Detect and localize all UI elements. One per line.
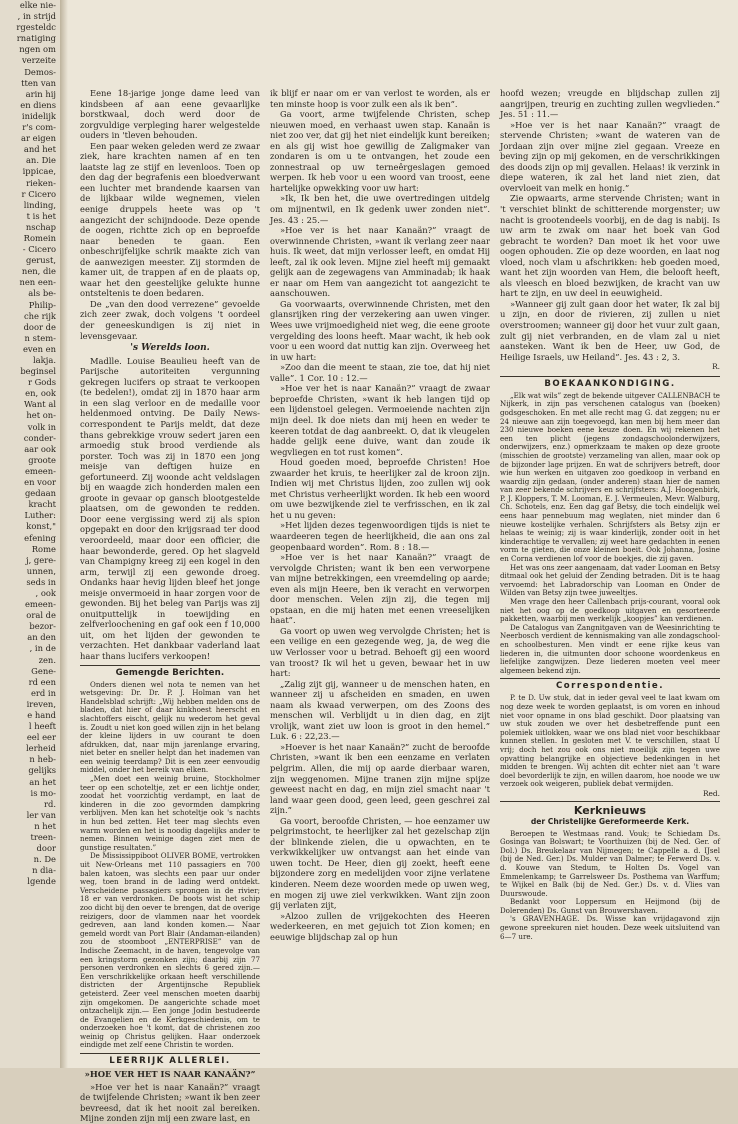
news-item: De Mississippiboot OLIVER BOME, vertrokken uit New-Orleans met 110 passagiers en 700 balen katoen, was slechts een paar uur onder weg, toen brand in de lading werd ontdekt. Verscheidene passagiers sprongen in de rivier; 18 er van verdronken. De boots wist het schip zoo dicht bij den oever te brengen, dat de overige reizigers, door de vlammen naar het voordek gedreven, aan land konden komen.— Naar gemeld wordt van Port Blair (Andaman-eilanden) zou de stoomboot „ENTERPRISE” van de Indische Zeemacht, in de haven, tengevolge van een kringstorm gezonken zijn; daarbij zijn 77 personen verdronken en slechts 6 gered zijn.— Een verschrikkelijke orkaan heeft verschillende districten der Argentijnsche Republiek geteisterd. Zeer veel menschen moeten daarbij zijn omgekomen. De aangerichte schade moet ontzachelijk zijn.— Een jonge Jodin bestudeerde de Evangelien en de Kerkgeschiedenis, om te onderzoeken hoe 't komt, dat de christenen zoo weinig op Christus gelijken. Haar onderzoek eindigde met zelf eene Christin te worden. [80,851,260,1050]
fragment-line: rd een [28,676,56,687]
column-1 [80,88,260,1124]
correspondence [500,694,720,789]
fragment-line: gelijks [28,765,56,776]
scripture-quote: »Alzoo zullen de vrijgekochten des Heeren wederkeeren, en met gejuich tot Zion komen; en eeuwige blijdschap zal op hun [270,910,490,942]
article-paragraph: Een paar weken geleden werd ze zwaar ziek, hare krachten namen af en ten laatste lag ze stijf en levenloos. Toen op den dag der begrafenis een bloedverwant een luchter met brandende kaarsen van de lijkbaar wilde wegnemen, vielen eenige druppels heete was op 't aangezicht der schijndoode. Deze opende de oogen, richtte zich op en beproefde naar beneden te gaan. Een onbeschrijfelijke schrik maakte zich van de aanwezigen meester. Zij stormden de kamer uit, de trappen af en de plaats op, waar het den geestelijke gelukte hunne ontsteltenis te doen bedaren. [80,140,260,299]
fragment-line: en voor [24,477,56,488]
fragment-line: Romein [23,232,56,243]
announcement-paragraph: De Catalogus van Zangnitgaven van de Weesinrichting te Neerbosch verdient de kennismaking van alle zondagschool- en schoolbesturen. Men vindt er eene rijke keus van liederen in, die uitmunten door schoone woordenkeus en liefelijke zangwijzen. Deze liederen moeten veel meer algemeen bekend zijn. [500,622,720,675]
author-signature: R. [712,362,720,372]
article-paragraph: Ga voort op uwen weg vervolgde Christen; het is een veilige en een gezegende weg, ja, de weg die uw Verlosser voor u betrad. Behoeft gij een woord van troost? Ik wil het u geven, bewaar het in uw hart: [270,625,490,679]
book-announcements [500,392,720,676]
fragment-line: groote [28,454,56,465]
article-paragraph: »Hoe ver het is naar Kanaän?” vraagt de twijfelende Christen; »want ik ben zeer bevreesd, dat ik het nooit zal bereiken. Mijne zonden zijn mij een zware last, en [80,1081,260,1124]
fragment-line: an. Die [25,155,56,166]
fragment-line: ireven, [26,698,56,709]
fragment-line: n dia- [32,865,56,876]
fragment-line: e hand [27,710,56,720]
article-paragraph: ik blijf er naar om er van verlost te worden, als er ten minste hoop is voor zulk een als ik ben”. [270,88,490,109]
news-item: Onders dienen wel nota te nemen van het wetsgeving: Dr. Dr. P. J. Holman van het Handelsblad schrijft: „Wij hebben melden ons de bladen, dat hier of daar kinkhoest heerscht en slachtoffers eischt, gelijk nu wederom het geval is. Zoudt u niet kon goed willen zijn in het belang der kleine lijders in uw courant te doen afdrukken, dat, naar mijn jarenlange ervaring, niet beter en sneller helpt dan het inademen van een weinig teerdamp? Dit is een zeer eenvoudig middel, onder het bereik van elken. [80,679,260,775]
fragment-line: verzeite [21,55,56,66]
fragment-line: kracht [28,499,56,510]
fragment-line: nen een- [19,277,56,288]
article-paragraph: »Hoever is het naar Kanaän?” zucht de beroofde Christen, »want ik ben een eenzame en verlaten pelgrim. Allen, die mij op aarde dierbaar waren, zijn weggenomen. Mijne tranen zijn mijne spijze geweest nacht en dag, en mijn ziel smacht naar 't land waar geen dood, geen leed, geen geschrei zal zijn.” [270,741,490,816]
fragment-line: Luther: [24,510,56,521]
article-paragraph: Ga voort, beroofde Christen, — hoe eenzamer uw pelgrimstocht, te heerlijker zal het gezelschap zijn der blinkende zielen, die u opwachten, en te verkwikkelijker uw ontvangst aan het einde van uwen tocht. De Heer, dien gij zoekt, heeft eene bijzondere zorg en medelijden voor zijne verlatene kinderen. Neem deze woorden mede op uwen weg, en mogen zij uwe ziel verkwikken. Want zijn zoon gij verlaten zijt, [270,815,490,911]
editor-signature: Red. [702,788,720,798]
fragment-line: zen. [38,654,56,665]
announcement-paragraph: Het was ons zeer aangenaam, dat vader Looman en Betsy ditmaal ook het geluid der Zending betraden. Dit is te haag vervoemd: het Labradorschip van Looman en Onder de Wilden van Betsy zijn twee juweeltjes. [500,562,720,598]
fragment-line: ler van [26,809,56,820]
fragment-line: lakja. [33,355,56,365]
fragment-line: eel eer [26,732,56,743]
fragment-line: rieken- [26,177,56,188]
scripture-quote: „Zalig zijt gij, wanneer u de menschen haten, en wanneer zij u afscheiden en smaden, en uwen naam als kwaad verwerpen, om des Zoons des menschen wil. Verblijdt u in dien dag, en zijt vrolijk, want ziet uw loon is groot in den hemel.” Luk. 6 : 22,23.— [270,678,490,742]
section-heading-boekaankondiging: BOEKAANKONDIGING. [500,376,720,390]
section-heading-kerknieuws: Kerknieuws [573,804,647,818]
section-heading-leerrijk-allerlei: LEERRIJK ALLERLEI. [80,1053,260,1067]
section-heading-gemengde-berichten: Gemengde Berichten. [80,665,260,679]
fragment-line: Demos- [24,66,56,77]
fragment-line: beginsel [20,366,56,377]
scripture-quote: »Ik, Ik ben het, die uwe overtredingen uitdelg om mijnentwil, en Ik gedenk uwer zonden niet”. Jes. 43 : 25.— [270,193,490,225]
section-subheading: der Christelijke Gereformeerde Kerk. [530,816,690,826]
scripture-quote: »Het lijden dezes tegenwoordigen tijds is niet te waardeeren tegen de heerlijkheid, die aan ons zal geopenbaard worden”. Rom. 8 : 18.— [270,520,490,552]
fragment-line: Want al [24,399,56,410]
fragment-line: gedaan [24,488,56,499]
article-paragraph: De „van den dood verrezene” gevoelde zich zeer zwak, doch volgens 't oordeel der geneeskundigen is zij niet in levensgevaar. [80,298,260,341]
fragment-line: lerheid [25,743,56,754]
church-news [500,830,720,942]
fragment-line: che rijk [23,310,56,321]
scripture-quote: »Zoo dan die meent te staan, zie toe, dat hij niet valle”. 1 Cor. 10 : 12.— [270,362,490,383]
article-paragraph: Madlle. Louise Beaulieu heeft van de Parijsche autoriteiten vergunning gekregen lucifers op straat te verkoopen (te bedelen!), omdat zij in 1870 haar arm in een slag verloor en de medaille voor heldenmoed ontving. De Daily News-correspondent te Parijs meldt, dat deze thans gebrekkige vrouw sedert jaren een armoedig stuk brood verdiende als porster. Toch was zij in 1870 een jong meisje van deftigen huize en gefortuneerd. Zij woonde acht veldslagen bij en waagde zich honderden malen een groote in gevaar op gansch blootgestelde plaatsen, om de gewonden te redden. Door eene vergissing werd zij als spion opgepakt en door den krijgsraad ter dood veroordeeld, maar door een officier, die haar bewonderde, gered. Op het slagveld van Champigny kreeg zij een kogel in den arm, terwijl zij een gewonde droeg. Ondanks haar hevig lijden bleef het jonge meisje onvermoeid in haar zorgen voor de gewonden. Bij het beleg van Parijs was zij onuitputtelijk in toewijding en zelfverloochening en gaf ook een f 10,000 uit, om het lijden der gewonden te verzachten. Het dankbaar vaderland laat haar thans lucifers verkoopen! [80,355,260,661]
fragment-line: rnatiging [16,33,56,44]
fragment-line: elke nie- [19,0,56,10]
article-paragraph: »Hoe ver het is naar Kanaän?” vraagt de zwaar beproefde Christen, »want ik heb langen tijd op een lijdenstoel gelegen. Vermoeiende nachten zijn mijn deel. Ik doe niets dan mij heen en weder te keeren totdat de dag aanbreekt. O, dat ik vleugelen hadde gelijk eene duive, want dan zoude ik wegvliegen en tot rust komen”. [270,383,490,457]
fragment-line: an den [27,632,56,643]
article-paragraph: hoofd wezen; vreugde en blijdschap zullen zij aangrijpen, treurig en zuchting zullen wegvlieden.” Jes. 51 : 11.— [500,88,720,120]
page-spine-shadow [60,0,68,1068]
fragment-line: j, gere- [25,554,56,565]
fragment-line: is mo- [30,787,56,798]
fragment-line: , in strijd [17,11,56,22]
fragment-line: en diens [20,99,56,110]
divider [500,801,720,802]
fragment-line: r's com- [22,122,56,133]
fragment-line: Gene- [31,665,56,676]
article-paragraph: Eene 18-jarige jonge dame leed van kindsbeen af aan eene gevaarlijke borstkwaal, doch werd door de zorgvuldige verpleging harer welgestelde ouders in 'tleven behouden. [80,88,260,141]
church-news-item: 's GRAVENHAGE. Ds. Wisse kan vrijdagavond zijn gewone spreekuren niet houden. Deze week uitsluitend van 6—7 ure. [500,914,720,941]
correspondence-paragraph: P. te D. Uw stuk, dat in ieder geval veel te laat kwam om nog deze week te worden geplaatst, is om voren en inhoud niet voor opname in ons blad geschikt. Door plaatsing van uw stuk zouden we over het desbetreffende punt een polemiek uitlokken, waar we ons blad niet voor beschikbaar kunnen stellen. In gesloten met V. te verschillen, staat U vrij; doch het zou ook ons niet moeilijk zijn tegen uwe opvatting belangrijke en objectieve bedenkingen in het midden te brengen. Wij achten dit echter niet aan 't ware doel bevorderlijk te zijn, en willen daarom, hoe noode we uw verzoek ook weigeren, publiek debat vermijden. [500,693,720,789]
fragment-line: door [36,843,56,854]
fragment-line: n het [34,820,56,831]
article-paragraph: »Hoe ver is het naar Kanaän?” vraagt de vervolgde Christen; want ik ben een verworpene van mijne betrekkingen, een vreemdeling op aarde; even als mijn Heere, ben ik veracht en verworpen door menschen. Velen zijn zij, die tegen mij opstaan, en die mij haten met eenen vreeselijken haat”. [270,552,490,626]
news-item: „Men doet een weinig bruine, Stockholmer teer op een schoteltje, zet er een lichtje onder, zoodat het voorzichtig verdampt, en laat de kinderen in die zoo gevormden dampkring verblijven. Men kan het schoteltje ook 's nachts in hun bed zetten. Het teer mag slechts even warm worden en het is noodig dagelijks ander te nemen. Binnen weinige dagen ziet men de gunstige resultaten.” [80,774,260,852]
fragment-line: Rome [31,543,56,554]
fragment-line: nschap [25,221,56,232]
fragment-line: - Cicero [22,244,56,255]
fragment-line: l heeft [28,721,56,732]
article-title: »HOE VER HET IS NAAR KANAÄN?” [84,1069,256,1080]
fragment-line: tten van [21,77,56,88]
fragment-line: oral de [26,610,56,621]
column-3 [500,88,720,1048]
fragment-line: , in de [29,643,56,654]
fragment-line: ippicae, [22,166,56,177]
church-news-item: Beroepen te Westmaas rand. Vouk; te Schiedam Ds. Gosinga van Bolswart; te Voorthuizen (bij de Ned. Ger. of Dol.) Ds. Breukelaar van Nijmegen; te Cappelle a. d. IJsel (bij de Ned. Ger.) Ds. Mulder van Dalmer; te Ferwerd Ds. v. d. Kouwe van Stedum, te Holten Ds. Vogel van Emmelenkamp; te Garrelsweer Ds. Posthema van Warffum; te Wijkel en Balk (bij de Ned. Ger.) Ds. v. d. Vlies van Duurswoude. [500,828,720,898]
fragment-line: het on- [26,410,56,421]
fragment-line: unnen, [26,565,56,576]
church-news-item: Bedankt voor Loppersum en Heijmond (bij de Dolerenden) Ds. Gunst van Brouwershaven. [500,897,720,915]
fragment-line: door de [23,321,56,332]
fragment-line: rd. [43,798,56,809]
announcement-paragraph: „Elk wat wils” zegt de bekende uitgever CALLENBACH te Nijkerk, in zijn pas verschenen catalogus van (boeken) godsgeschoken. En met alle recht mag G. dat zeggen; nu er 24 nieuwe aan zijn toegevoegd, kan men bij hem meer dan 230 nieuwe boeken eene keuze doen. En wij rekenen het een ten plicht (jegens zondagschoolonderwijzers, onderwijzers, enz.) opmerkzaam te maken op deze groote (misschien de grootste) verzameling van allen, maar ook op de bijzonder lage prijzen. En wat de schrijvers betreft, door wie hun werken en uitgaven zoo goedkoop in verband en waardig zijn gedaan, (onder anderen) staan hier de namen van zeer bekende schrijvers en schrijfsters: A.J. Hoogenbirk, P. J. Kloppers, T. M. Looman, E. J. Vermeulen, Mevr. Walburg, Ch. Schotels, enz. Een dag gaf Betsy, die toch eindelijk wel eens haar pennebuum mag weglaten, niet minder dan 6 nieuwe kostelijke verhalen. Schrijfsters als Betsy zijn er helaas te weinig; zij is waar kinderlijk, zonder ooit in het kinderachtige te vervallen; zij weet hare gedachten in eenen vorm te gieten, die onze kleinen boeit. Ook Johanna, Josine en Corna verdienen lof voor de boekjes, die zij gaven. [500,390,720,564]
article-paragraph: »Hoe ver is het naar Kanaän?” vraagt de overwinnende Christen, »want ik verlang zeer naar huis. Ik weet, dat mijn verlosser leeft, en omdat Hij leeft, zal ik ook leven. Mijne ziel heeft mij gemaakt gelijk aan de zegewagens van Amminadab; ik haak er naar om Hem van aangezicht tot aangezicht te aanschouwen. [270,225,490,299]
fragment-line: emeen- [24,599,56,610]
fragment-line: lgende [27,876,56,887]
fragment-line: and het [23,144,56,155]
article-paragraph: Ga voort, arme twijfelende Christen, schep nieuwen moed, en verhaast uwen stap. Kanaän is niet zoo ver, dat gij het niet eindelijk kunt bereiken; en als gij wist hoe gewillig de Zaligmaker van zondaren is om u te ontvangen, het zoude een zonnestraal op uw terneêrgeslagen gemoed werpen. Ik heb voor u een woord van troost, eene hartelijke opwekking voor uw hart: [270,109,490,193]
fragment-line: nen, die [21,266,56,277]
fragment-line: erd in [30,687,56,698]
news-items [80,681,260,1051]
fragment-line: gerust, [25,255,56,266]
column-2 [270,88,490,1048]
fragment-line: emeen- [24,465,56,476]
fragment-line: linding, [23,199,56,210]
fragment-line: ar eigen [20,133,56,144]
fragment-line: n. De [33,854,56,865]
fragment-line: efening [24,532,56,543]
fragment-line: seds in [26,576,56,587]
fragment-line: inidelijk [21,110,56,121]
fragment-line: Philip- [28,299,56,310]
fragment-line: n heb- [29,754,56,765]
fragment-line: r Cicero [21,188,56,199]
adjacent-page-fragment [0,0,61,1068]
fragment-line: treen- [30,832,56,843]
article-paragraph: Houd goeden moed, beproefde Christen! Hoe zwaarder het kruis, te heerlijker zal de kroon zijn. Indien wij met Christus lijden, zoo zullen wij ook met Christus verheerlijkt worden. Ik heb een woord om uwe bezwijkende ziel te verfrisschen, en ik zal het u nu geven: [270,457,490,520]
fragment-line: r Gods [27,377,56,388]
fragment-line: als be- [28,288,56,299]
fragment-line: n stem- [24,332,56,343]
fragment-line: arin hij [25,88,56,99]
fragment-line: en, ook [25,388,56,399]
article-subheading: 's Werelds loon. [130,343,210,354]
scripture-quote: »Wanneer gij zult gaan door het water, Ik zal bij u zijn, en door de rivieren, zij zullen u niet overstroomen; wanneer gij door het vuur zult gaan, zult gij niet verbranden, en de vlam zal u niet aansteken. Want ik ben de Heer, uw God, de Heilige Israels, uw Heiland”. Jes. 43 : 2, 3. [500,298,720,362]
fragment-line: konst," [26,521,56,532]
fragment-line: ngen om [19,44,56,55]
fragment-line: t is het [26,210,56,221]
fragment-line: rgesteldc [16,22,56,33]
article-paragraph: Ga voorwaarts, overwinnende Christen, met den glansrijken ring der verzekering aan uwen vinger. Wees uwe vrijmoedigheid niet weg, die eene groote vergelding des loons heeft. Maar wacht, ik heb ook voor u een woord dat nuttig kan zijn. Overweeg het in uw hart: [270,298,490,362]
section-heading-correspondentie: Correspondentie. [500,678,720,692]
article-paragraph: Zie opwaarts, arme stervende Christen; want in 't verschiet blinkt de schitterende morgenster; uw nacht is grootendeels voorbij, en de dag is nabij. Is uw arm te zwak om naar het boek van God gebracht te worden? Dan moet ik het voor uwe oogen ophouden. Zie op deze woorden, en laat nog vloed, noch vlam u afschrikken: heb goeden moed, want het zijn woorden van Hem, die belooft heeft, als vleesch en bloed bezwijken, de kracht van uw hart te zijn, en uw deel in eeuwigheid. [500,193,720,299]
fragment-line: aar ook [24,443,56,454]
article-paragraph: »Hoe ver is het naar Kanaän?” vraagt de stervende Christen; »want de wateren van de Jordaan zijn over mijne ziel gegaan. Vreeze en beving zijn op mij gekomen, en de verschrikkingen des doods zijn op mij gevallen. Helaas! ik verzink in diepe wateren, ik zal het land niet zien, dat overvloeit van melk en honig.” [500,119,720,193]
fragment-line: conder- [23,432,56,443]
fragment-line: even en [22,343,56,354]
announcement-paragraph: Men vrage den heer Callenbach prijs-courant, vooral ook niet het oog op de goedkoop uitgaven en gesorteerde pakketten, waarbij men werkelijk „koopjes” kan verdienen. [500,597,720,624]
fragment-line: bezor- [29,621,56,632]
fragment-line: an het [29,776,56,787]
fragment-line: , ook [35,587,56,598]
fragment-line: volk in [27,421,56,432]
